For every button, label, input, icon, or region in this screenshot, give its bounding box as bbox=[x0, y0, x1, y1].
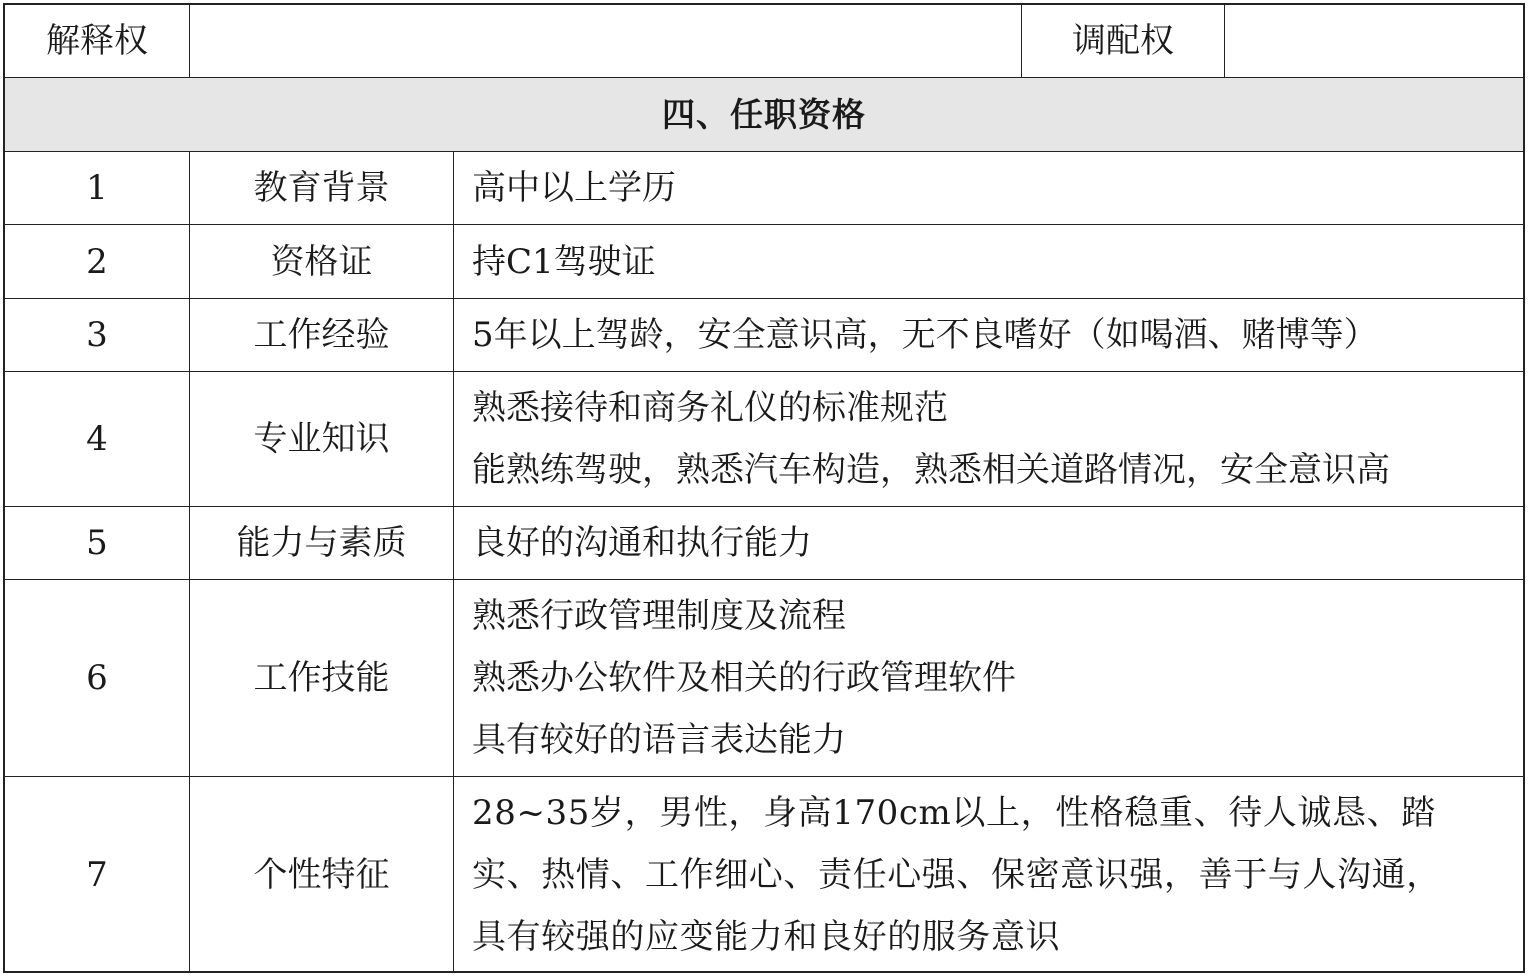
table-row bbox=[5, 580, 1523, 777]
row-item: 工作技能 bbox=[190, 580, 454, 776]
row-number: 6 bbox=[5, 580, 190, 776]
row-content: 28~35岁，男性，身高170cm以上，性格稳重、待人诚恳、踏 实、热情、工作细心、责任心强、保密意识强，善于与人沟通， 具有较强的应变能力和良好的服务意识 bbox=[472, 793, 1441, 957]
table-row bbox=[5, 225, 1523, 299]
row-item: 教育背景 bbox=[190, 152, 454, 224]
row-number: 7 bbox=[5, 777, 190, 973]
row-item: 资格证 bbox=[190, 225, 454, 298]
dispatch-value bbox=[1225, 5, 1523, 77]
header-row bbox=[5, 5, 1523, 78]
table-row bbox=[5, 372, 1523, 507]
table-row bbox=[5, 507, 1523, 580]
row-content: 高中以上学历 bbox=[472, 168, 676, 208]
table-row bbox=[5, 299, 1523, 372]
dispatch-label: 调配权 bbox=[1022, 5, 1225, 77]
row-content: 持C1驾驶证 bbox=[472, 241, 656, 282]
row-number: 3 bbox=[5, 299, 190, 371]
row-number: 4 bbox=[5, 372, 190, 506]
qualification-table bbox=[3, 3, 1525, 973]
row-item: 能力与素质 bbox=[190, 507, 454, 579]
row-item: 个性特征 bbox=[190, 777, 454, 973]
table-row bbox=[5, 777, 1523, 973]
interpret-label: 解释权 bbox=[5, 5, 190, 77]
section-title-row bbox=[5, 78, 1523, 152]
row-content: 熟悉接待和商务礼仪的标准规范 能熟练驾驶，熟悉汽车构造，熟悉相关道路情况，安全意识高 bbox=[472, 388, 1390, 490]
row-content: 5年以上驾龄，安全意识高，无不良嗜好（如喝酒、赌博等） bbox=[472, 315, 1378, 355]
interpret-value bbox=[190, 5, 1022, 77]
row-item: 专业知识 bbox=[190, 372, 454, 506]
section-title: 四、任职资格 bbox=[662, 95, 866, 134]
row-number: 2 bbox=[5, 225, 190, 298]
row-content: 良好的沟通和执行能力 bbox=[472, 523, 812, 563]
row-item: 工作经验 bbox=[190, 299, 454, 371]
row-number: 1 bbox=[5, 152, 190, 224]
row-number: 5 bbox=[5, 507, 190, 579]
table-row bbox=[5, 152, 1523, 225]
row-content: 熟悉行政管理制度及流程 熟悉办公软件及相关的行政管理软件 具有较好的语言表达能力 bbox=[472, 596, 1016, 760]
